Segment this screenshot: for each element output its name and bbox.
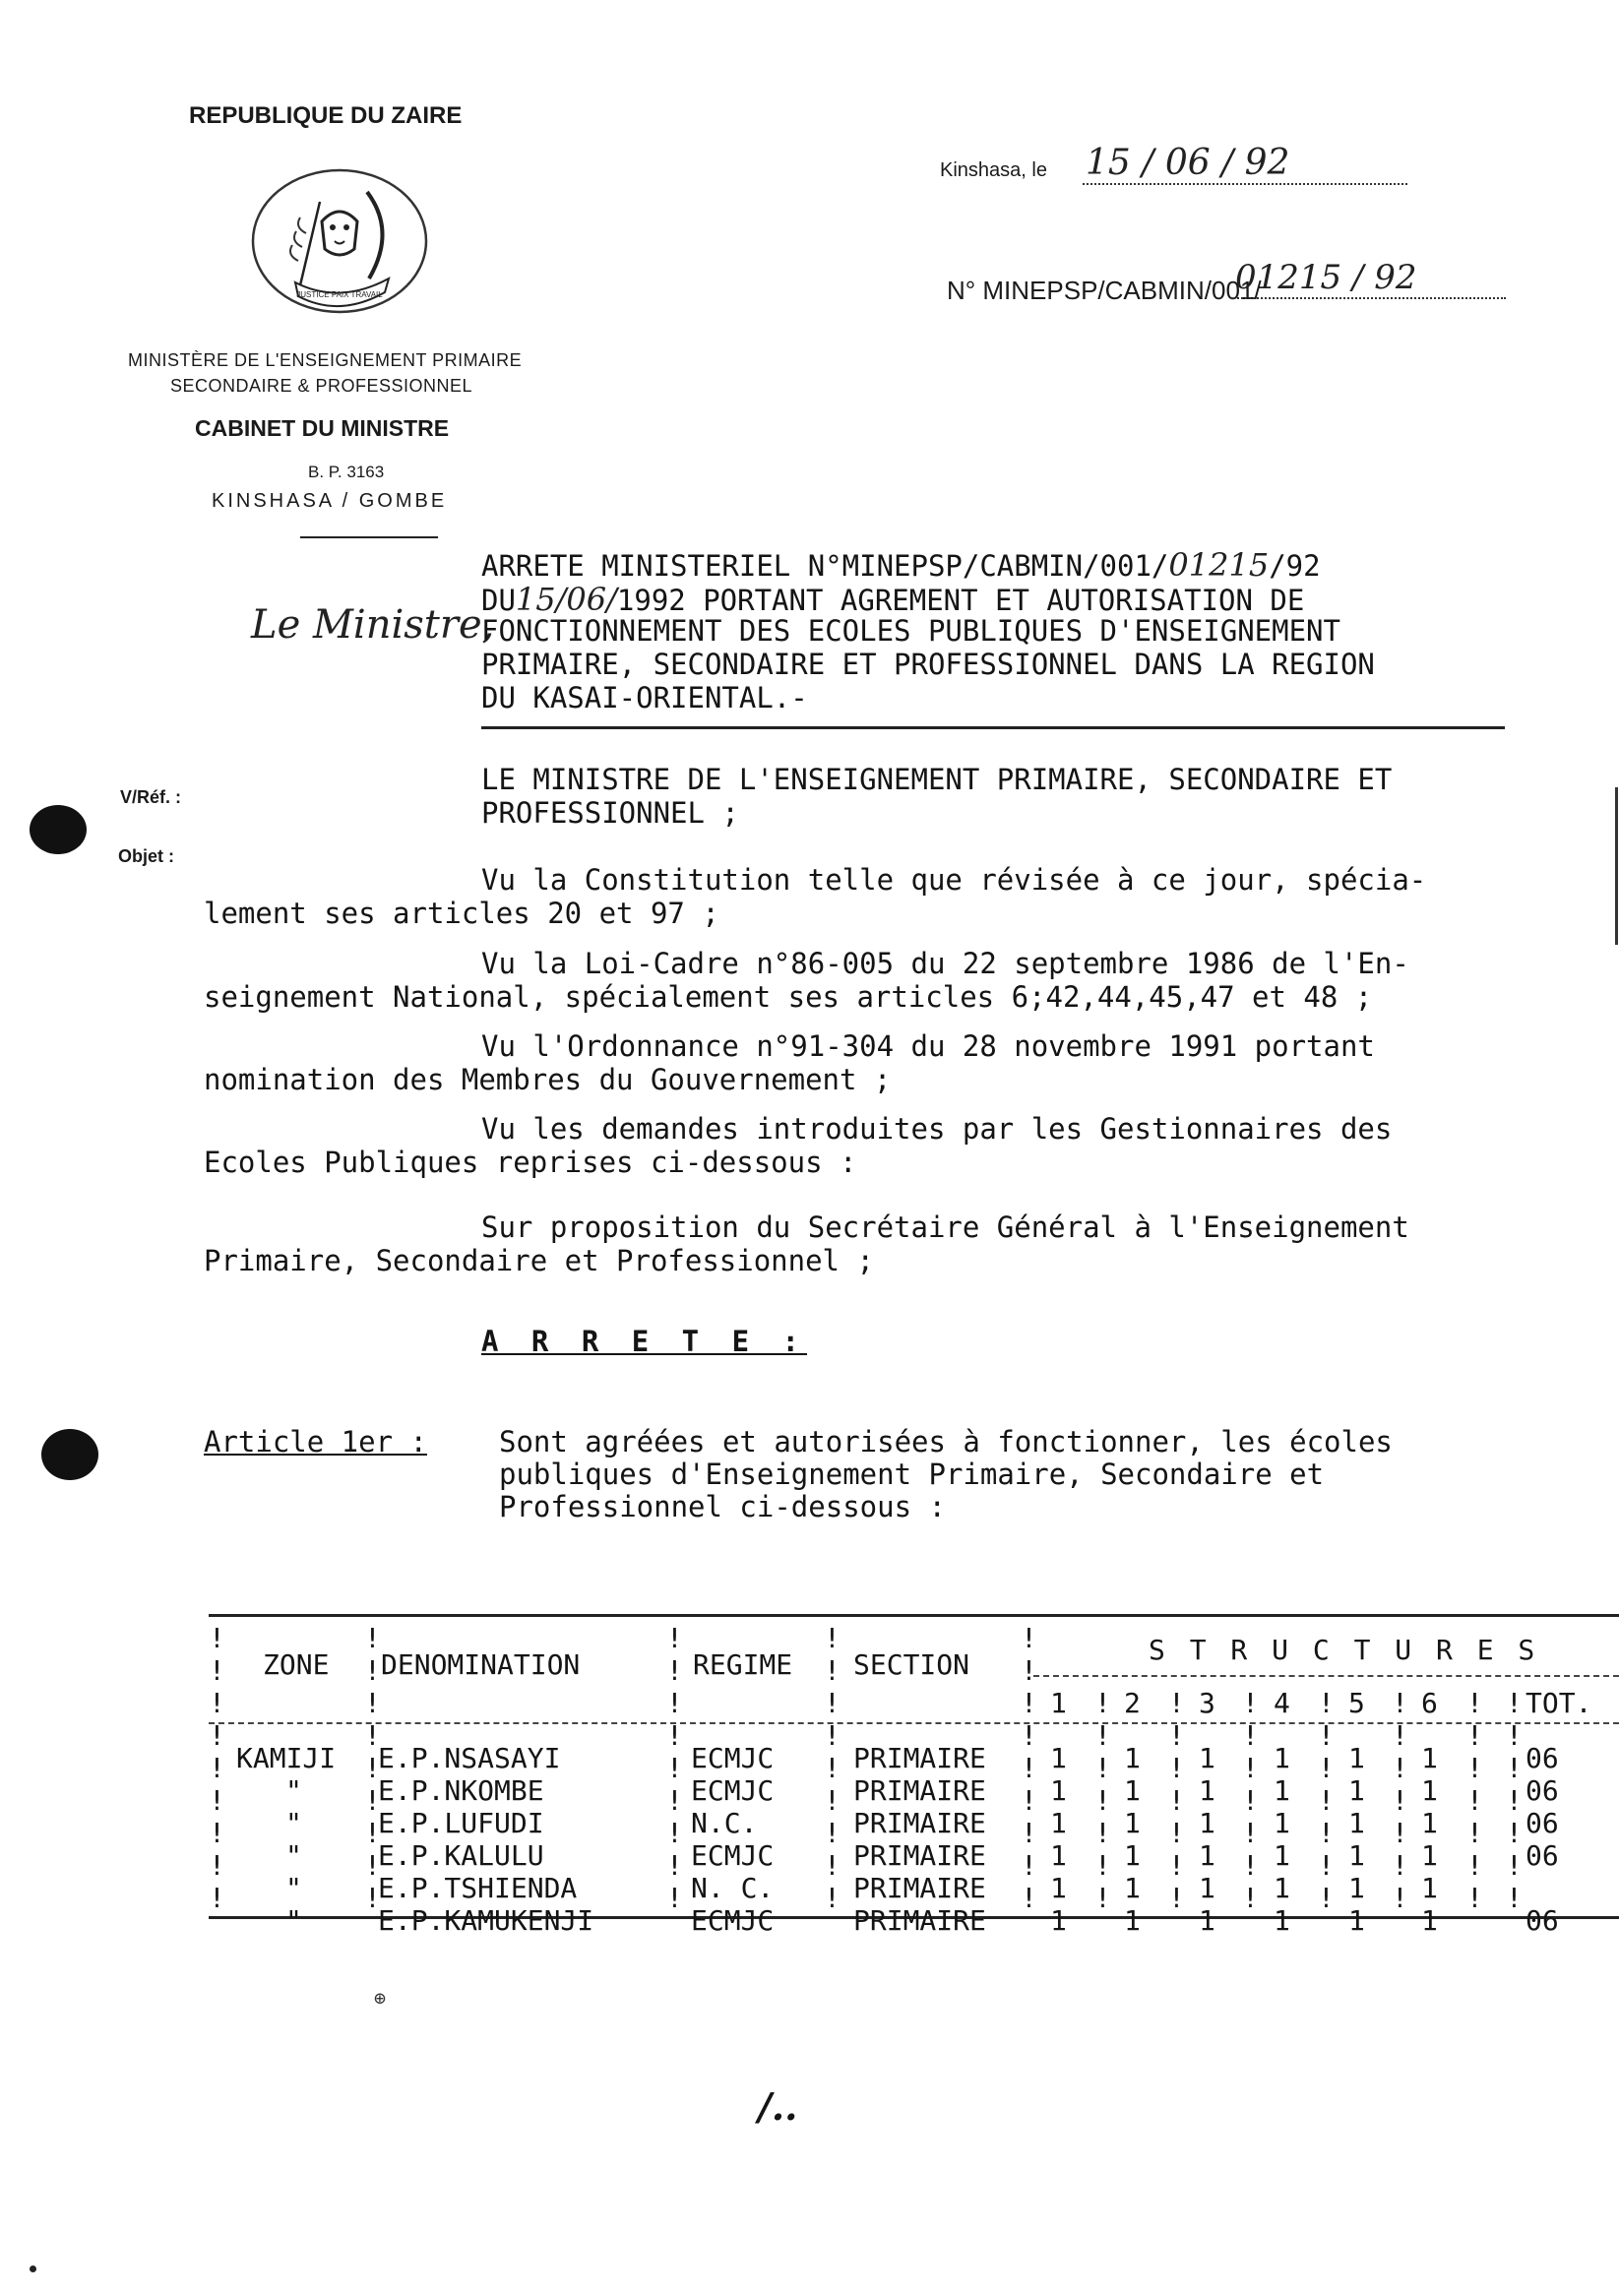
column-separator: ! — [209, 1817, 225, 1849]
title-line-2-prefix: DU — [481, 584, 516, 617]
ministry-line-2: SECONDAIRE & PROFESSIONNEL — [170, 376, 473, 396]
header-level-5: 5 — [1348, 1687, 1365, 1719]
row-regime: ECMJC — [691, 1904, 775, 1937]
column-separator: ! — [1466, 1719, 1483, 1752]
column-separator: ! — [209, 1654, 225, 1687]
column-separator: ! — [1466, 1849, 1483, 1882]
title-line-1 — [481, 546, 1321, 584]
column-separator: ! — [824, 1654, 841, 1687]
page-edge-mark — [1615, 787, 1618, 945]
column-separator: ! — [1392, 1784, 1408, 1817]
header-level-1: 1 — [1050, 1687, 1067, 1719]
seal-motto: JUSTICE PAIX TRAVAIL — [296, 290, 383, 299]
city: KINSHASA / GOMBE — [212, 490, 448, 512]
column-separator: ! — [1392, 1752, 1408, 1784]
row-level-1: 1 — [1050, 1872, 1067, 1904]
column-separator: ! — [364, 1882, 381, 1914]
header-level-2: 2 — [1124, 1687, 1141, 1719]
page-continue-mark: /.. — [758, 2084, 798, 2129]
column-separator: ! — [666, 1784, 683, 1817]
row-denomination: E.P.NSASAYI — [378, 1742, 561, 1774]
row-level-6: 1 — [1421, 1807, 1438, 1839]
column-separator: ! — [209, 1622, 225, 1654]
schools-table — [209, 1614, 1619, 1978]
column-separator: ! — [1318, 1784, 1335, 1817]
column-separator: ! — [364, 1622, 381, 1654]
reference-number-handwritten: 01215 / 92 — [1235, 258, 1417, 297]
column-separator: ! — [364, 1687, 381, 1719]
row-level-2: 1 — [1124, 1904, 1141, 1937]
column-separator: ! — [209, 1687, 225, 1719]
proposition-line-1: Sur proposition du Secrétaire Général à l'Enseignement — [481, 1210, 1409, 1244]
title-line-4: PRIMAIRE, SECONDAIRE ET PROFESSIONNEL DANS LA REGION — [481, 648, 1375, 681]
column-separator: ! — [364, 1784, 381, 1817]
date-underline — [1083, 183, 1407, 185]
column-separator: ! — [1094, 1817, 1111, 1849]
column-separator: ! — [1094, 1849, 1111, 1882]
row-level-5: 1 — [1348, 1872, 1365, 1904]
title-line-5: DU KASAI-ORIENTAL.- — [481, 681, 808, 714]
column-separator: ! — [1506, 1687, 1523, 1719]
row-regime: ECMJC — [691, 1742, 775, 1774]
column-separator: ! — [209, 1784, 225, 1817]
row-section: PRIMAIRE — [853, 1774, 986, 1807]
row-level-4: 1 — [1274, 1872, 1290, 1904]
column-separator: ! — [209, 1752, 225, 1784]
header-total: TOT. — [1526, 1687, 1592, 1719]
row-level-3: 1 — [1199, 1807, 1215, 1839]
row-section: PRIMAIRE — [853, 1904, 986, 1937]
scan-speck — [30, 2265, 36, 2272]
column-separator: ! — [1242, 1817, 1259, 1849]
title-line-1-text: ARRETE MINISTERIEL N°MINEPSP/CABMIN/001/ — [481, 549, 1169, 583]
row-denomination: E.P.TSHIENDA — [378, 1872, 578, 1904]
row-regime: N. C. — [691, 1872, 775, 1904]
column-separator: ! — [1168, 1817, 1185, 1849]
title-date-handwritten: 15/06/ — [515, 581, 617, 618]
column-separator: ! — [1094, 1752, 1111, 1784]
column-separator: ! — [1318, 1849, 1335, 1882]
vu-loi-cadre-line-2: seignement National, spécialement ses articles 6;42,44,45,47 et 48 ; — [204, 980, 1373, 1014]
column-separator: ! — [666, 1654, 683, 1687]
title-line-2 — [481, 581, 1304, 618]
row-level-6: 1 — [1421, 1774, 1438, 1807]
article-text-line-1: Sont agréées et autorisées à fonctionner, les écoles — [499, 1425, 1393, 1458]
column-separator: ! — [1506, 1849, 1523, 1882]
row-zone: " — [285, 1872, 302, 1904]
column-separator: ! — [1094, 1784, 1111, 1817]
date-handwritten: 15 / 06 / 92 — [1086, 143, 1290, 183]
row-level-3: 1 — [1199, 1774, 1215, 1807]
row-total: 06 — [1526, 1742, 1559, 1774]
column-separator: ! — [1094, 1687, 1111, 1719]
row-level-4: 1 — [1274, 1742, 1290, 1774]
column-separator: ! — [1021, 1719, 1037, 1752]
row-level-5: 1 — [1348, 1742, 1365, 1774]
column-separator: ! — [1242, 1687, 1259, 1719]
punch-hole-mark — [41, 1429, 98, 1480]
column-separator: ! — [824, 1784, 841, 1817]
header-level-4: 4 — [1274, 1687, 1290, 1719]
row-section: PRIMAIRE — [853, 1742, 986, 1774]
column-separator: ! — [1392, 1817, 1408, 1849]
column-separator: ! — [209, 1849, 225, 1882]
column-separator: ! — [1021, 1849, 1037, 1882]
column-separator: ! — [824, 1849, 841, 1882]
reference-prefix: N° MINEPSP/CABMIN/001/ — [947, 276, 1262, 305]
column-separator: ! — [1168, 1752, 1185, 1784]
column-separator: ! — [1466, 1817, 1483, 1849]
column-separator: ! — [364, 1849, 381, 1882]
row-level-3: 1 — [1199, 1839, 1215, 1872]
column-separator: ! — [1466, 1752, 1483, 1784]
row-level-5: 1 — [1348, 1904, 1365, 1937]
column-separator: ! — [1021, 1687, 1037, 1719]
row-level-4: 1 — [1274, 1839, 1290, 1872]
column-separator: ! — [1506, 1719, 1523, 1752]
vu-constitution-line-1: Vu la Constitution telle que révisée à ce jour, spécia- — [481, 863, 1427, 897]
ref-label: V/Réf. : — [120, 787, 182, 807]
column-separator: ! — [1021, 1882, 1037, 1914]
row-denomination: E.P.LUFUDI — [378, 1807, 544, 1839]
header-level-6: 6 — [1421, 1687, 1438, 1719]
column-separator: ! — [1466, 1784, 1483, 1817]
column-separator: ! — [1506, 1882, 1523, 1914]
dateline-prefix: Kinshasa, le — [940, 159, 1047, 181]
row-level-5: 1 — [1348, 1774, 1365, 1807]
header-structures: S T R U C T U R E S — [1149, 1634, 1539, 1666]
column-separator: ! — [1021, 1784, 1037, 1817]
column-separator: ! — [209, 1719, 225, 1752]
row-level-5: 1 — [1348, 1807, 1365, 1839]
vu-constitution-line-2: lement ses articles 20 et 97 ; — [204, 897, 719, 930]
punch-hole-mark — [30, 805, 87, 854]
row-zone: " — [285, 1774, 302, 1807]
column-separator: ! — [364, 1752, 381, 1784]
header-section: SECTION — [853, 1648, 970, 1681]
title-number-handwritten: 01215 — [1168, 546, 1270, 584]
column-separator: ! — [364, 1817, 381, 1849]
row-section: PRIMAIRE — [853, 1839, 986, 1872]
column-separator: ! — [1506, 1752, 1523, 1784]
column-separator: ! — [1392, 1882, 1408, 1914]
row-level-3: 1 — [1199, 1742, 1215, 1774]
row-level-4: 1 — [1274, 1904, 1290, 1937]
column-separator: ! — [209, 1882, 225, 1914]
row-section: PRIMAIRE — [853, 1872, 986, 1904]
row-zone: " — [285, 1839, 302, 1872]
vu-demandes-line-1: Vu les demandes introduites par les Gestionnaires des — [481, 1112, 1393, 1146]
vu-demandes-line-2: Ecoles Publiques reprises ci-dessous : — [204, 1146, 857, 1179]
table-top-rule — [209, 1614, 1619, 1617]
row-total: 06 — [1526, 1904, 1559, 1937]
row-level-6: 1 — [1421, 1872, 1438, 1904]
header-zone: ZONE — [263, 1648, 330, 1681]
article-text-line-3: Professionnel ci-dessous : — [499, 1490, 946, 1523]
column-separator: ! — [824, 1687, 841, 1719]
column-separator: ! — [1168, 1719, 1185, 1752]
column-separator: ! — [1392, 1719, 1408, 1752]
column-separator: ! — [666, 1817, 683, 1849]
header-denomination: DENOMINATION — [381, 1648, 581, 1681]
title-line-3: FONCTIONNEMENT DES ECOLES PUBLIQUES D'ENSEIGNEMENT — [481, 614, 1340, 648]
row-level-3: 1 — [1199, 1872, 1215, 1904]
column-separator: ! — [1466, 1882, 1483, 1914]
margin-note: Le Ministre, — [251, 602, 495, 648]
row-level-3: 1 — [1199, 1904, 1215, 1937]
column-separator: ! — [1168, 1687, 1185, 1719]
column-separator: ! — [364, 1719, 381, 1752]
row-level-6: 1 — [1421, 1839, 1438, 1872]
column-separator: ! — [824, 1752, 841, 1784]
row-regime: ECMJC — [691, 1839, 775, 1872]
row-section: PRIMAIRE — [853, 1807, 986, 1839]
column-separator: ! — [1168, 1849, 1185, 1882]
column-separator: ! — [666, 1687, 683, 1719]
vu-ordonnance-line-2: nomination des Membres du Gouvernement ; — [204, 1063, 892, 1096]
column-separator: ! — [1094, 1719, 1111, 1752]
title-line-1-end: /92 — [1269, 549, 1321, 583]
row-level-5: 1 — [1348, 1839, 1365, 1872]
column-separator: ! — [1506, 1817, 1523, 1849]
reference-underline — [1230, 297, 1506, 299]
row-level-1: 1 — [1050, 1839, 1067, 1872]
column-separator: ! — [1094, 1882, 1111, 1914]
column-separator: ! — [1168, 1784, 1185, 1817]
vu-loi-cadre-line-1: Vu la Loi-Cadre n°86-005 du 22 septembre 1986 de l'En- — [481, 947, 1409, 980]
minister-line-1: LE MINISTRE DE L'ENSEIGNEMENT PRIMAIRE, SECONDAIRE ET — [481, 763, 1393, 796]
column-separator: ! — [1242, 1882, 1259, 1914]
row-denomination: E.P.KALULU — [378, 1839, 544, 1872]
row-zone: " — [285, 1807, 302, 1839]
column-separator: ! — [824, 1719, 841, 1752]
row-level-6: 1 — [1421, 1742, 1438, 1774]
proposition-line-2: Primaire, Secondaire et Professionnel ; — [204, 1244, 874, 1277]
row-denomination: E.P.NKOMBE — [378, 1774, 544, 1807]
row-total: 06 — [1526, 1774, 1559, 1807]
column-separator: ! — [824, 1817, 841, 1849]
column-separator: ! — [666, 1622, 683, 1654]
column-separator: ! — [1318, 1882, 1335, 1914]
row-level-1: 1 — [1050, 1904, 1067, 1937]
title-rule — [481, 726, 1505, 729]
row-regime: ECMJC — [691, 1774, 775, 1807]
article-label: Article 1er : — [204, 1425, 427, 1458]
row-level-1: 1 — [1050, 1742, 1067, 1774]
column-separator: ! — [1392, 1687, 1408, 1719]
row-zone: KAMIJI — [236, 1742, 337, 1774]
column-separator: ! — [1466, 1687, 1483, 1719]
column-separator: ! — [1392, 1849, 1408, 1882]
column-separator: ! — [824, 1622, 841, 1654]
row-regime: N.C. — [691, 1807, 758, 1839]
country-name: REPUBLIQUE DU ZAIRE — [189, 102, 463, 129]
row-total: 06 — [1526, 1807, 1559, 1839]
article-text-line-2: publiques d'Enseignement Primaire, Secondaire et — [499, 1458, 1325, 1491]
column-separator: ! — [666, 1849, 683, 1882]
row-level-2: 1 — [1124, 1807, 1141, 1839]
column-separator: ! — [666, 1752, 683, 1784]
row-denomination: E.P.KAMUKENJI — [378, 1904, 594, 1937]
column-separator: ! — [666, 1882, 683, 1914]
row-level-2: 1 — [1124, 1742, 1141, 1774]
cabinet-label: CABINET DU MINISTRE — [195, 415, 450, 441]
column-separator: ! — [1242, 1849, 1259, 1882]
structures-rule — [1033, 1675, 1619, 1677]
column-separator: ! — [1021, 1654, 1037, 1687]
row-level-1: 1 — [1050, 1807, 1067, 1839]
column-separator: ! — [1021, 1817, 1037, 1849]
row-level-4: 1 — [1274, 1807, 1290, 1839]
small-glyph: ⊕ — [374, 1986, 387, 2010]
column-separator: ! — [1318, 1752, 1335, 1784]
column-separator: ! — [1242, 1719, 1259, 1752]
column-separator: ! — [1506, 1784, 1523, 1817]
row-level-2: 1 — [1124, 1872, 1141, 1904]
row-level-1: 1 — [1050, 1774, 1067, 1807]
column-separator: ! — [1318, 1719, 1335, 1752]
column-separator: ! — [1168, 1882, 1185, 1914]
row-level-4: 1 — [1274, 1774, 1290, 1807]
header-regime: REGIME — [693, 1648, 793, 1681]
column-separator: ! — [1242, 1752, 1259, 1784]
column-separator: ! — [1021, 1752, 1037, 1784]
row-level-6: 1 — [1421, 1904, 1438, 1937]
row-level-2: 1 — [1124, 1774, 1141, 1807]
column-separator: ! — [666, 1719, 683, 1752]
ministry-line-1: MINISTÈRE DE L'ENSEIGNEMENT PRIMAIRE — [128, 350, 523, 370]
minister-line-2: PROFESSIONNEL ; — [481, 796, 739, 830]
column-separator: ! — [1318, 1687, 1335, 1719]
column-separator: ! — [1021, 1622, 1037, 1654]
row-total: 06 — [1526, 1839, 1559, 1872]
title-line-2-text: 1992 PORTANT AGREMENT ET AUTORISATION DE — [616, 584, 1305, 617]
vu-ordonnance-line-1: Vu l'Ordonnance n°91-304 du 28 novembre 1991 portant — [481, 1029, 1375, 1063]
object-label: Objet : — [118, 846, 174, 866]
column-separator: ! — [1242, 1784, 1259, 1817]
row-zone: " — [285, 1904, 302, 1937]
arrete-heading: A R R E T E : — [481, 1325, 807, 1358]
row-level-2: 1 — [1124, 1839, 1141, 1872]
column-separator: ! — [364, 1654, 381, 1687]
column-separator: ! — [824, 1882, 841, 1914]
letterhead-rule — [300, 536, 438, 538]
coat-of-arms-seal — [241, 162, 438, 320]
po-box: B. P. 3163 — [308, 463, 385, 481]
column-separator: ! — [1318, 1817, 1335, 1849]
header-level-3: 3 — [1199, 1687, 1215, 1719]
